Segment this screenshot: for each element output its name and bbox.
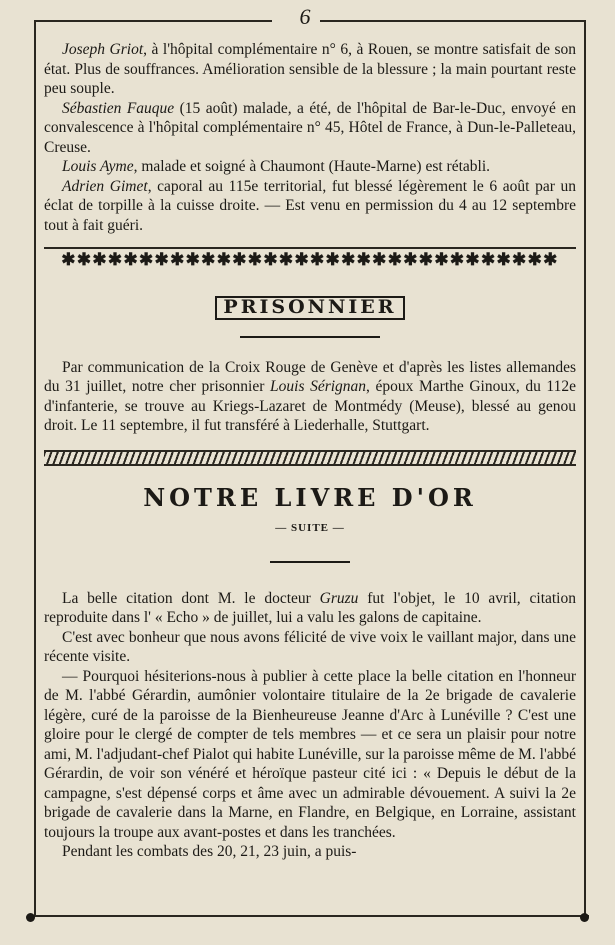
soldier-name: Joseph Griot [62, 41, 144, 58]
livre-paragraph: Pendant les combats des 20, 21, 23 juin, a puis- [62, 843, 357, 860]
soldier-name: Louis Ayme [62, 158, 134, 175]
news-paragraph [44, 40, 576, 99]
prisonnier-paragraph [44, 358, 576, 436]
section-rule [270, 561, 350, 563]
paragraph-text: Par communication de la Croix Rouge de Genève et d'après les listes allemandes du 31 juillet, notre cher prisonnier [44, 358, 576, 395]
heading-underline [240, 336, 380, 338]
ornament-dot-left [26, 913, 35, 922]
paragraph-text: , caporal au 115e territorial, fut blessé légèrement le 6 août par un éclat de torpille à la cuisse droite. — Est venu en permission du 4 au 12 septembre tout à fait guéri. [44, 177, 576, 234]
livre-paragraph: — Pourquoi hésiterions-nous à publier à cette place la belle citation en l'honneur de M. l'abbé Gérardin, aumônier volontaire titulaire de la 2e brigade de cavalerie légère, curé de la paroisse de la Bienheureuse Jeanne d'Arc à Lunéville ? C'est une gloire pour le clergé de compter de tels membres — et ce sera un plaisir pour notre ami, M. l'adjudant-chef Pialot qui habite Lunéville, sur la paroisse même de M. l'abbé Gérardin, de voir son vénéré et héroïque pasteur cité ici : « Depuis le début de la campagne, s'est dépensé corps et âme avec un admirable dévouement. A suivi la 2e brigade de cavalerie dans la Marne, en Flandre, en Belgique, en Lorraine, assistant toujours la troupe aux avant-postes et dans les tranchées. [44, 667, 577, 841]
paragraph-text: La belle citation dont M. le docteur [62, 589, 320, 607]
news-paragraph [44, 177, 576, 236]
section-heading-prisonnier [44, 296, 576, 320]
frame-left-border [34, 20, 36, 917]
paragraph-text: (15 août) malade, a été, de l'hôpital de Bar-le-Duc, envoyé en convalescence à l'hôpital complémentaire n° 45, Hôtel de France, à Dun-le-Palleteau, Creuse. [44, 99, 576, 156]
star-divider: ✱✱✱✱✱✱✱✱✱✱✱✱✱✱✱✱✱✱✱✱✱✱✱✱✱✱✱✱✱✱✱✱ [44, 247, 576, 270]
soldier-name: Sébastien Fauque [62, 99, 175, 117]
livre-paragraph [44, 589, 576, 628]
paragraph-text: , époux Marthe Ginoux, du 112e d'infanterie, se trouve au Kriegs-Lazaret de Montmédy (Meuse), blessé au genou droit. Le 11 septembre, il fut transféré à Liederhalle, Stuttgart. [44, 378, 576, 434]
frame-bottom-border [30, 915, 589, 917]
page-content [44, 40, 576, 862]
news-paragraph [44, 157, 576, 177]
heading-text: PRISONNIER [215, 296, 404, 320]
paragraph-text: fut l'objet, le 10 avril, citation reproduite dans l' « Echo » de juillet, lui a valu les galons de capitaine. [44, 589, 576, 626]
paragraph-text: , à l'hôpital complémentaire n° 6, à Rouen, se montre satisfait de son état. Plus de souffrances. Amélioration sensible de la blessure ; la main pourtant reste peu souple. [44, 41, 576, 97]
news-paragraph [44, 99, 576, 158]
suite-label: — SUITE — [275, 522, 345, 534]
soldier-name: Adrien Gimet [62, 177, 148, 195]
section-heading-livre-dor: NOTRE LIVRE D'OR [143, 482, 477, 512]
page-number: 6 [299, 4, 311, 29]
prisoner-name: Louis Sérignan [270, 378, 367, 395]
frame-top-border-right [320, 20, 586, 22]
paragraph-text: , malade et soigné à Chaumont (Haute-Marne) est rétabli. [133, 158, 490, 175]
doctor-name: Gruzu [319, 589, 359, 607]
livre-paragraph: C'est avec bonheur que nous avons félicité de vive voix le vaillant major, dans une récente visite. [44, 628, 576, 665]
ornament-dot-right [580, 913, 589, 922]
hatched-divider [44, 450, 576, 466]
frame-right-border [584, 20, 586, 917]
frame-top-border-left [34, 20, 272, 22]
